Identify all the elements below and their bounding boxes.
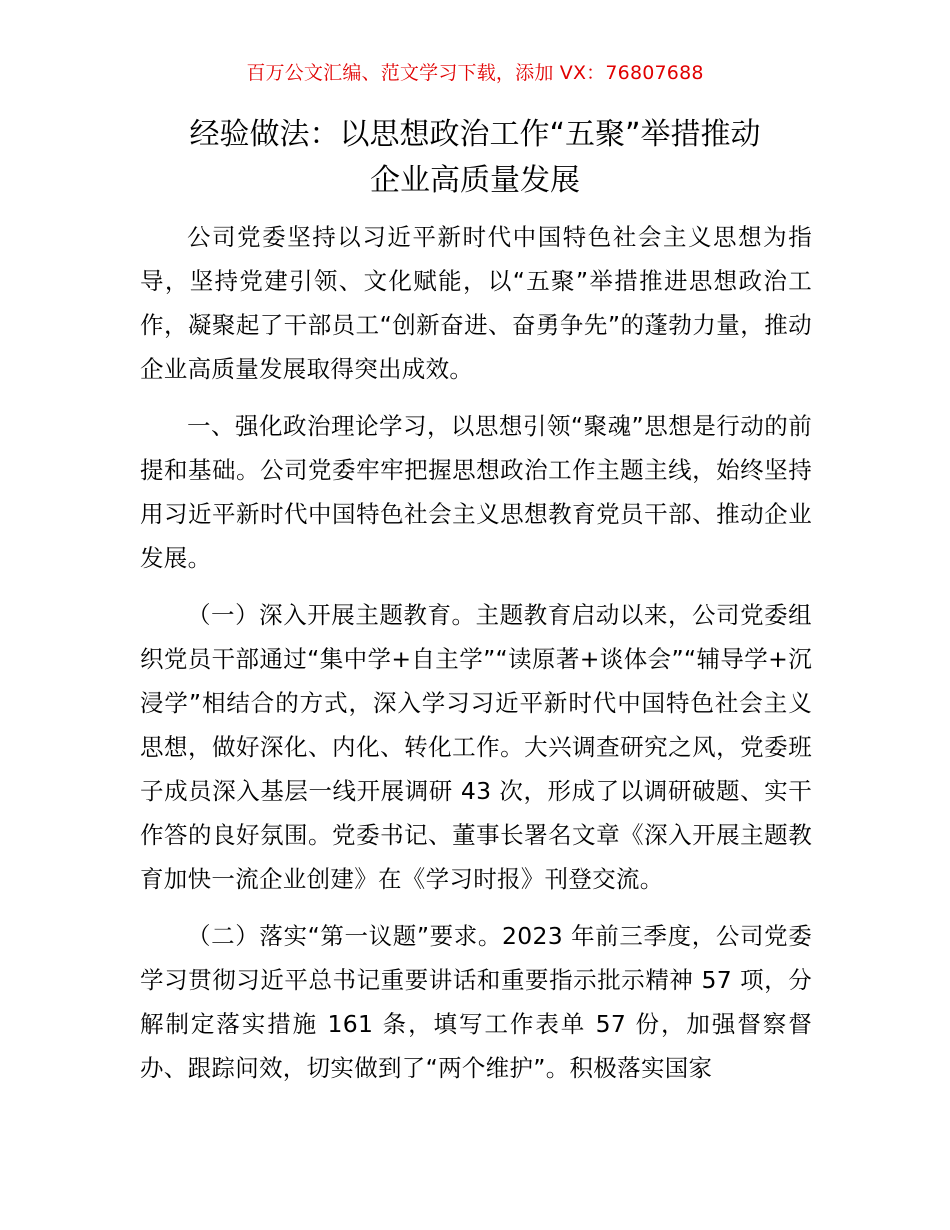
paragraph-intro: 公司党委坚持以习近平新时代中国特色社会主义思想为指导，坚持党建引领、文化赋能，以“五聚”举措推进思想政治工作，凝聚起了干部员工“创新奋进、奋勇争先”的蓬勃力量，推动企业高质量发展取得突出成效。: [140, 223, 812, 383]
paragraph-section-1: 一、强化政治理论学习，以思想引领“聚魂”思想是行动的前提和基础。公司党委牢牢把握思想政治工作主题主线，始终坚持用习近平新时代中国特色社会主义思想教育党员干部、推动企业发展。: [140, 412, 812, 572]
document-body: [140, 215, 812, 1103]
title-line-2: 企业高质量发展: [370, 163, 580, 198]
paragraph-subsection-1: （一）深入开展主题教育。主题教育启动以来，公司党委组织党员干部通过“集中学+自主学”“读原著+谈体会”“辅导学+沉浸学”相结合的方式，深入学习习近平新时代中国特色社会主义思想，做好深化、内化、转化工作。大兴调查研究之风，党委班子成员深入基层一线开展调研 43 次，形成了以调研破题、实干作答的良好氛围。党委书记、董事长署名文章《深入开展主题教育加快一流企业创建》在《学习时报》刊登交流。: [140, 601, 812, 893]
paragraph-subsection-2: （二）落实“第一议题”要求。2023 年前三季度，公司党委学习贯彻习近平总书记重要讲话和重要指示批示精神 57 项，分解制定落实措施 161 条，填写工作表单 57 份，加强督察督办、跟踪问效，切实做到了“两个维护”。积极落实国家: [140, 922, 812, 1082]
title-line-1: 经验做法：以思想政治工作“五聚”举措推动: [189, 117, 761, 152]
header-note: 百万公文汇编、范文学习下载，添加 VX：76807688: [246, 62, 704, 84]
document-title: [120, 112, 830, 204]
